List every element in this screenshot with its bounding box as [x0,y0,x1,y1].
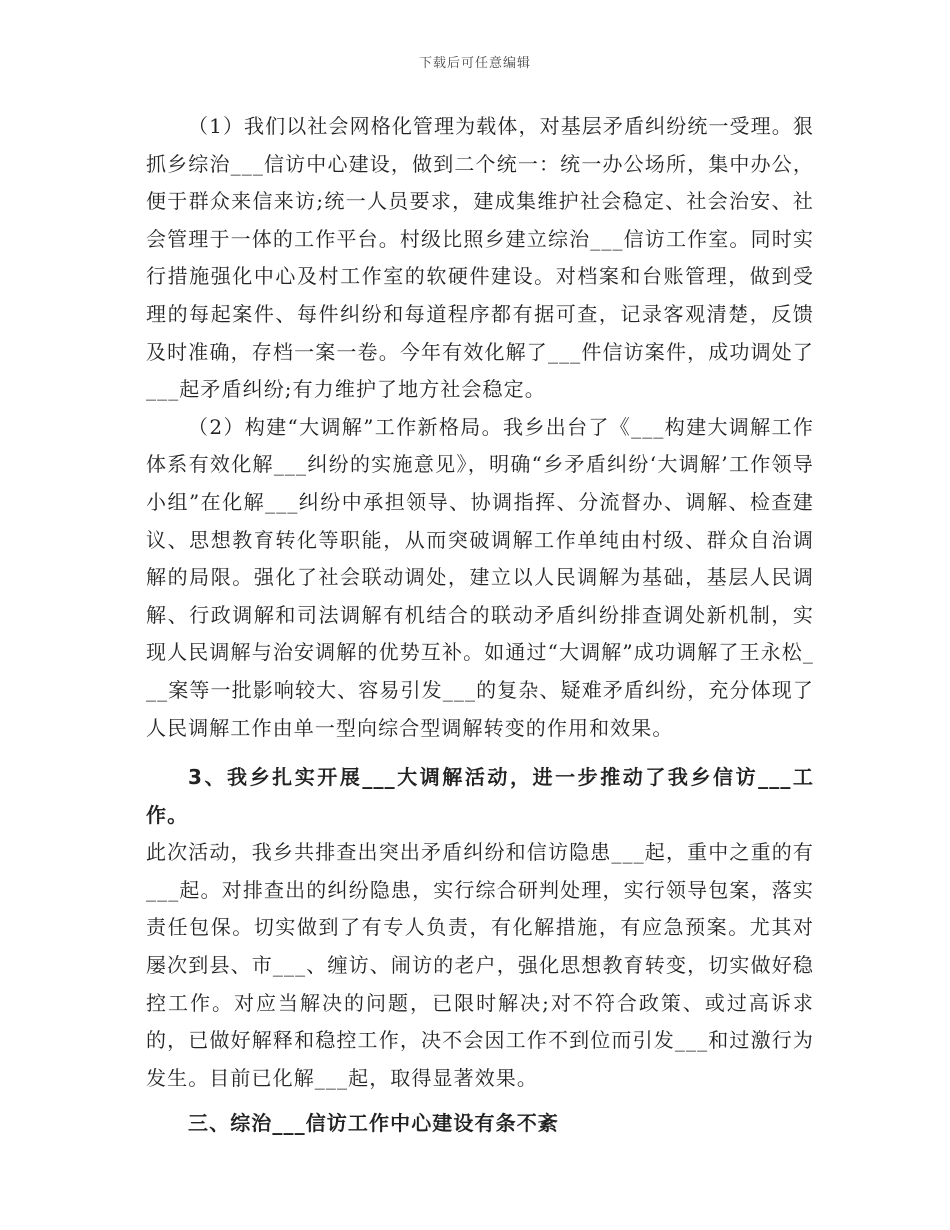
paragraph-activity-results: 此次活动，我乡共排查出突出矛盾纠纷和信访隐患___起，重中之重的有___起。对排查出的纠纷隐患，实行综合研判处理，实行领导包案，落实责任包保。切实做到了有专人负责，有化解措施，有应急预案。尤其对屡次到县、市___、缠访、闹访的老户，强化思想教育转变，切实做好稳控工作。对应当解决的问题，已限时解决;对不符合政策、或过高诉求的，已做好解释和稳控工作，决不会因工作不到位而引发___和过激行为发生。目前已化解___起，取得显著效果。 [146,840,814,1090]
page-header: 下载后可任意编辑 [418,56,531,71]
paragraph-mediation-activity-heading: 3、我乡扎实开展___大调解活动，进一步推动了我乡信访___工作。 [146,765,814,827]
section-heading-center-construction: 三、综治___信访工作中心建设有条不紊 [188,1111,559,1136]
paragraph-grid-management: （1）我们以社会网格化管理为载体，对基层矛盾纠纷统一受理。狠抓乡综治___信访中心建设，做到二个统一：统一办公场所，集中办公，便于群众来信来访;统一人员要求，建成集维护社会稳定、社会治安、社会管理于一体的工作平台。村级比照乡建立综治___信访工作室。同时实行措施强化中心及村工作室的软硬件建设。对档案和台账管理，做到受理的每起案件、每件纠纷和每道程序都有据可查，记录客观清楚，反馈及时准确，存档一案一卷。今年有效化解了___件信访案件，成功调处了___起矛盾纠纷;有力维护了地方社会稳定。 [146,114,814,402]
paragraph-mediation-pattern: （2）构建“大调解”工作新格局。我乡出台了《___构建大调解工作体系有效化解___纠纷的实施意见》，明确“乡矛盾纠纷‘大调解’工作领导小组”在化解___纠纷中承担领导、协调指挥、分流督办、调解、检查建议、思想教育转化等职能，从而突破调解工作单纯由村级、群众自治调解的局限。强化了社会联动调处，建立以人民调解为基础，基层人民调解、行政调解和司法调解有机结合的联动矛盾纠纷排查调处新机制，实现人民调解与治安调解的优势互补。如通过“大调解”成功调解了王永松___案等一批影响较大、容易引发___的复杂、疑难矛盾纠纷，充分体现了人民调解工作由单一型向综合型调解转变的作用和效果。 [146,414,814,740]
document-body [146,108,814,1143]
